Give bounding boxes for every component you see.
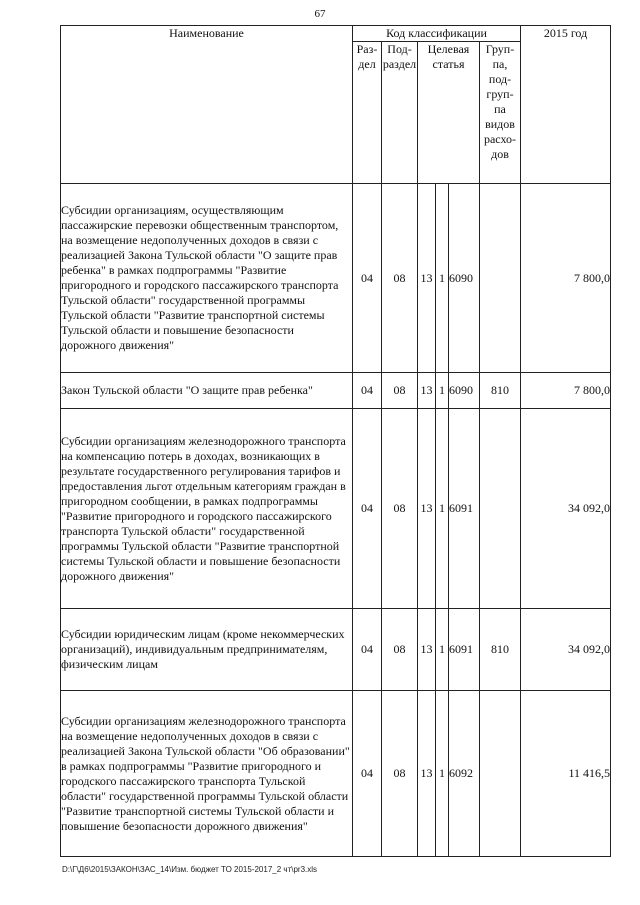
table-row — [61, 409, 611, 609]
row-target-cs1: 13 — [418, 409, 436, 609]
row-section: 04 — [353, 609, 382, 691]
header-subsection: Под- раздел — [382, 42, 418, 184]
row-amount: 34 092,0 — [521, 409, 611, 609]
budget-table — [60, 25, 611, 857]
row-target-cs3: 6092 — [449, 691, 480, 857]
row-target-cs2: 1 — [436, 373, 449, 409]
header-name: Наименование — [61, 26, 353, 184]
row-group — [480, 409, 521, 609]
row-group: 810 — [480, 373, 521, 409]
row-target-cs1: 13 — [418, 184, 436, 373]
row-group — [480, 691, 521, 857]
row-name: Закон Тульской области "О защите прав ребенка" — [61, 373, 353, 409]
header-year: 2015 год — [521, 26, 611, 184]
header-section: Раз- дел — [353, 42, 382, 184]
row-section: 04 — [353, 373, 382, 409]
row-subsection: 08 — [382, 184, 418, 373]
row-section: 04 — [353, 691, 382, 857]
table-row — [61, 691, 611, 857]
header-classification: Код классификации — [353, 26, 521, 42]
row-target-cs1: 13 — [418, 373, 436, 409]
row-section: 04 — [353, 184, 382, 373]
row-amount: 11 416,5 — [521, 691, 611, 857]
row-subsection: 08 — [382, 373, 418, 409]
row-target-cs2: 1 — [436, 609, 449, 691]
row-section: 04 — [353, 409, 382, 609]
row-amount: 7 800,0 — [521, 184, 611, 373]
table-row — [61, 184, 611, 373]
row-target-cs1: 13 — [418, 609, 436, 691]
row-name: Субсидии организациям железнодорожного транспорта на компенсацию потерь в доходах, возникающих в результате государственного регулирования тарифов и предоставления льгот отдельным категориям граждан в пригородном сообщении, в рамках подпрограммы "Развитие пригородного и городского пассажирского транспорта Тульской области" государственной программы Тульской области "Развитие транспортной системы Тульской области и повышение безопасности дорожного движения" — [61, 409, 353, 609]
row-target-cs3: 6091 — [449, 409, 480, 609]
row-subsection: 08 — [382, 609, 418, 691]
file-path-footer: D:\Г\Д6\2015\ЗАКОН\ЗАС_14\Изм. бюджет ТО 2015-2017_2 чт\pr3.xls — [62, 865, 318, 874]
row-name: Субсидии организациям, осуществляющим пассажирские перевозки общественным транспортом, на возмещение недополученных доходов в связи с реализацией Закона Тульской области "О защите прав ребенка" в рамках подпрограммы "Развитие пригородного и городского пассажирского транспорта Тульской области" государственной программы Тульской области "Развитие транспортной системы Тульской области и повышение безопасности дорожного движения" — [61, 184, 353, 373]
row-target-cs2: 1 — [436, 409, 449, 609]
row-amount: 7 800,0 — [521, 373, 611, 409]
row-target-cs3: 6090 — [449, 184, 480, 373]
row-group — [480, 184, 521, 373]
row-target-cs1: 13 — [418, 691, 436, 857]
header-target-article: Целевая статья — [418, 42, 480, 184]
row-group: 810 — [480, 609, 521, 691]
row-target-cs3: 6091 — [449, 609, 480, 691]
page-number: 67 — [314, 8, 326, 20]
table-row — [61, 609, 611, 691]
row-target-cs3: 6090 — [449, 373, 480, 409]
row-name: Субсидии организациям железнодорожного транспорта на возмещение недополученных доходов в связи с реализацией Закона Тульской области "Об образовании" в рамках подпрограммы "Развитие пригородного и городского пассажирского транспорта Тульской области" государственной программы Тульской области "Развитие транспортной системы Тульской области и повышение безопасности дорожного движения" — [61, 691, 353, 857]
table-row — [61, 373, 611, 409]
row-target-cs2: 1 — [436, 691, 449, 857]
row-target-cs2: 1 — [436, 184, 449, 373]
row-amount: 34 092,0 — [521, 609, 611, 691]
row-subsection: 08 — [382, 691, 418, 857]
row-subsection: 08 — [382, 409, 418, 609]
row-name: Субсидии юридическим лицам (кроме некоммерческих организаций), индивидуальным предпринимателям, физическим лицам — [61, 609, 353, 691]
header-expense-group: Груп- па, под- груп- па видов расхо- дов — [480, 42, 521, 184]
